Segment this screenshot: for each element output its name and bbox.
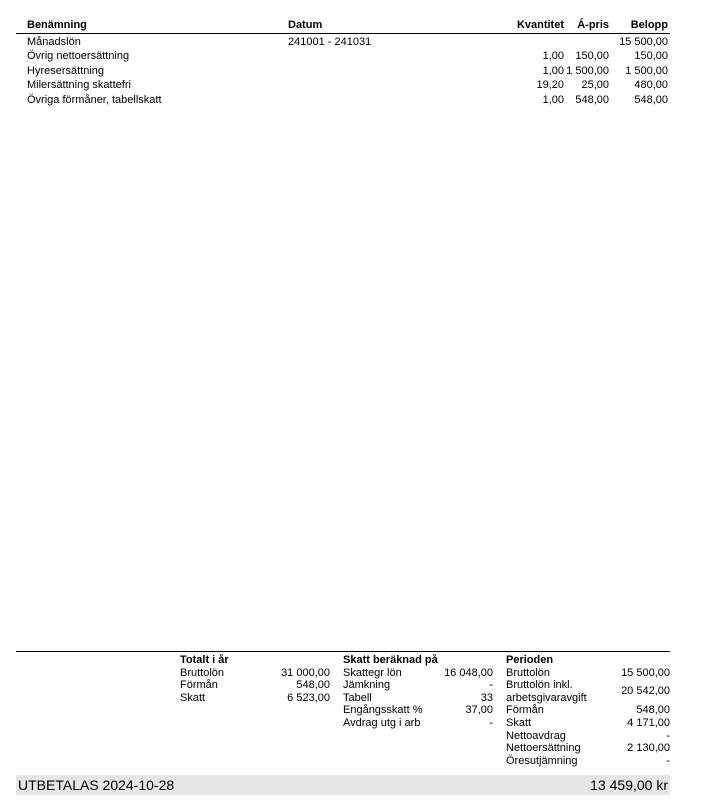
summary-label: Öresutjämning [506,754,578,767]
header-name: Benämning [27,19,87,31]
header-price: Á-pris [577,19,609,31]
line-qty: 1,00 [542,94,564,106]
summary-value: 33 [480,691,493,704]
summary-label: Skatt [506,716,532,729]
tax-basis-section [343,654,493,730]
line-price: 548,00 [575,94,609,106]
summary-row [180,667,330,680]
line-price: 25,00 [581,79,609,91]
summary-value: 548,00 [296,679,330,692]
summary-label: Förmån [506,704,544,717]
line-date: 241001 - 241031 [288,36,372,48]
line-name: Övriga förmåner, tabellskatt [27,94,162,106]
line-name: Hyresersättning [27,65,105,77]
summary-row [506,704,670,717]
totals-year-title: Totalt i år [180,654,229,666]
totals-year-section [180,654,330,704]
summary-label: Nettoavdrag [506,729,566,742]
summary-label: Bruttolön inkl. [506,679,573,692]
summary-row [506,742,670,755]
summary-value: - [666,754,670,767]
summary-row [343,667,493,680]
summary-label-continued: arbetsgivaravgift [506,691,587,704]
summary-value: 15 500,00 [621,666,670,679]
tax-basis-title: Skatt beräknad på [343,654,438,666]
summary-row [343,692,493,705]
summary-label: Skattegr lön [343,666,402,679]
summary-label: Engångsskatt % [343,704,423,717]
header-date: Datum [288,19,323,31]
line-qty: 1,00 [542,65,564,77]
summary-value: 6 523,00 [287,691,330,704]
payout-bar [16,775,670,795]
summary-value: - [489,679,493,692]
line-items-header [0,19,711,33]
summary-label: Skatt [180,691,206,704]
line-amount: 548,00 [634,94,668,106]
summary-value: - [666,729,670,742]
line-name: Milersättning skattefri [27,79,131,91]
line-item [0,94,711,108]
summary-label: Bruttolön [506,666,551,679]
summary-row [506,730,670,743]
summary-label: Tabell [343,691,372,704]
line-price: 150,00 [575,50,609,62]
header-qty: Kvantitet [516,19,564,31]
line-item [0,65,711,79]
line-name: Månadslön [27,36,81,48]
summary-row [343,717,493,730]
summary-value: 548,00 [636,704,670,717]
summary-label: Nettoersättning [506,742,581,755]
summary-value: 31 000,00 [281,666,330,679]
summary-label: Jämkning [343,679,391,692]
summary-value: 37,00 [465,704,493,717]
summary-label: Bruttolön [180,666,225,679]
summary-label: Förmån [180,679,218,692]
header-divider [16,33,670,34]
header-amount: Belopp [630,19,668,31]
line-price: 1 500,00 [566,65,609,77]
payout-label: UTBETALAS 2024-10-28 [18,777,175,793]
summary-value: 4 171,00 [627,716,670,729]
summary-row [180,692,330,705]
summary-label: Avdrag utg i arb [343,716,421,729]
line-name: Övrig nettoersättning [27,50,130,62]
line-item [0,50,711,64]
payout-amount: 13 459,00 kr [590,777,668,793]
summary-row [180,679,330,692]
summary-row [343,704,493,717]
line-amount: 15 500,00 [619,36,668,48]
summary-row [343,679,493,692]
period-title: Perioden [506,654,554,666]
line-amount: 1 500,00 [625,65,668,77]
summary-row [506,717,670,730]
summary-value: - [489,716,493,729]
summary-row [506,755,670,768]
line-item [0,36,711,50]
period-section [506,654,670,767]
line-qty: 19,20 [536,79,564,91]
line-amount: 480,00 [634,79,668,91]
summary-value: 20 542,00 [621,685,670,698]
summary-value: 16 048,00 [444,666,493,679]
summary-divider [16,651,670,652]
summary-value: 2 130,00 [627,742,670,755]
summary-row [506,679,670,704]
line-amount: 150,00 [634,50,668,62]
line-qty: 1,00 [542,50,564,62]
line-item [0,79,711,93]
summary-row [506,667,670,680]
